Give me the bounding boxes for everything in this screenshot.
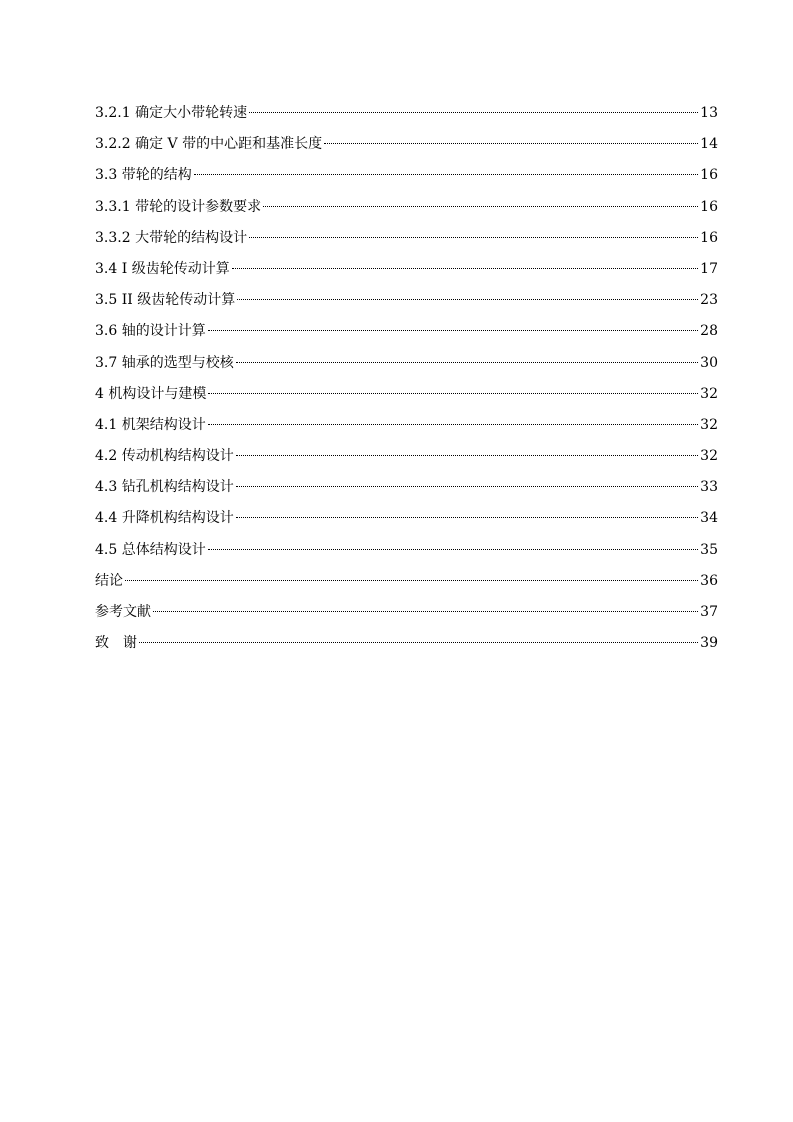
toc-entry[interactable] xyxy=(95,503,718,534)
toc-entry-title: 参考文献 xyxy=(95,604,151,620)
toc-dot-leader xyxy=(324,143,698,144)
toc-dot-leader xyxy=(125,580,698,581)
toc-entry[interactable] xyxy=(95,285,718,316)
table-of-contents xyxy=(95,98,718,659)
toc-entry-title: 3.5 II 级齿轮传动计算 xyxy=(95,292,236,309)
toc-dot-leader xyxy=(208,424,698,425)
toc-entry-page: 13 xyxy=(700,105,718,121)
toc-entry-page: 14 xyxy=(700,136,718,153)
toc-entry[interactable] xyxy=(95,316,718,347)
toc-entry-title: 3.2.2 确定 V 带的中心距和基准长度 xyxy=(95,136,323,153)
toc-entry[interactable] xyxy=(95,535,718,566)
toc-entry-page: 32 xyxy=(700,385,718,402)
toc-dot-leader xyxy=(232,268,698,269)
toc-entry[interactable] xyxy=(95,98,718,129)
toc-entry-title: 3.7 轴承的选型与校核 xyxy=(95,354,234,371)
toc-dot-leader xyxy=(153,611,698,612)
toc-dot-leader xyxy=(236,362,698,363)
toc-entry[interactable] xyxy=(95,628,718,659)
toc-dot-leader xyxy=(249,112,698,113)
toc-entry[interactable] xyxy=(95,254,718,285)
toc-entry-page: 17 xyxy=(700,260,718,277)
toc-entry[interactable] xyxy=(95,379,718,410)
toc-entry-page: 36 xyxy=(700,572,718,589)
toc-entry-title: 4.5 总体结构设计 xyxy=(95,541,206,558)
toc-entry-title: 致 谢 xyxy=(95,635,137,652)
toc-dot-leader xyxy=(208,549,698,550)
toc-dot-leader xyxy=(237,299,698,300)
toc-entry-page: 33 xyxy=(700,479,718,496)
toc-entry-title: 3.2.1 确定大小带轮转速 xyxy=(95,105,248,121)
toc-entry-title: 4.1 机架结构设计 xyxy=(95,416,206,433)
toc-entry-page: 37 xyxy=(700,604,718,620)
toc-entry-page: 16 xyxy=(700,167,718,184)
toc-dot-leader xyxy=(208,393,698,394)
toc-entry-page: 39 xyxy=(700,635,718,652)
toc-entry-title: 4.2 传动机构结构设计 xyxy=(95,448,234,465)
toc-entry-title: 4.4 升降机构结构设计 xyxy=(95,510,234,527)
toc-entry-title: 结论 xyxy=(95,572,123,589)
toc-entry-title: 4 机构设计与建模 xyxy=(95,385,207,402)
toc-entry-title: 3.3 带轮的结构 xyxy=(95,167,192,184)
toc-dot-leader xyxy=(236,486,698,487)
toc-entry[interactable] xyxy=(95,597,718,628)
toc-dot-leader xyxy=(236,455,698,456)
toc-entry[interactable] xyxy=(95,472,718,503)
toc-dot-leader xyxy=(263,206,698,207)
toc-entry[interactable] xyxy=(95,160,718,191)
toc-entry[interactable] xyxy=(95,410,718,441)
toc-entry-title: 3.4 I 级齿轮传动计算 xyxy=(95,260,230,277)
toc-dot-leader xyxy=(236,517,698,518)
toc-entry-page: 35 xyxy=(700,541,718,558)
toc-entry-title: 3.6 轴的设计计算 xyxy=(95,323,206,340)
toc-entry-page: 16 xyxy=(700,198,718,215)
toc-entry-page: 30 xyxy=(700,354,718,371)
toc-entry-title: 3.3.2 大带轮的结构设计 xyxy=(95,229,248,246)
toc-entry[interactable] xyxy=(95,566,718,597)
toc-entry[interactable] xyxy=(95,192,718,223)
toc-dot-leader xyxy=(249,237,698,238)
toc-entry-page: 34 xyxy=(700,510,718,527)
toc-dot-leader xyxy=(194,174,698,175)
toc-entry[interactable] xyxy=(95,348,718,379)
toc-entry-title: 3.3.1 带轮的设计参数要求 xyxy=(95,198,262,215)
toc-dot-leader xyxy=(208,330,698,331)
toc-entry[interactable] xyxy=(95,129,718,160)
toc-entry[interactable] xyxy=(95,441,718,472)
toc-entry-page: 28 xyxy=(700,323,718,340)
toc-entry-title: 4.3 钻孔机构结构设计 xyxy=(95,479,234,496)
toc-entry-page: 16 xyxy=(700,229,718,246)
toc-entry-page: 32 xyxy=(700,416,718,433)
toc-entry-page: 23 xyxy=(700,292,718,309)
toc-entry[interactable] xyxy=(95,223,718,254)
toc-entry-page: 32 xyxy=(700,448,718,465)
toc-dot-leader xyxy=(139,642,698,643)
